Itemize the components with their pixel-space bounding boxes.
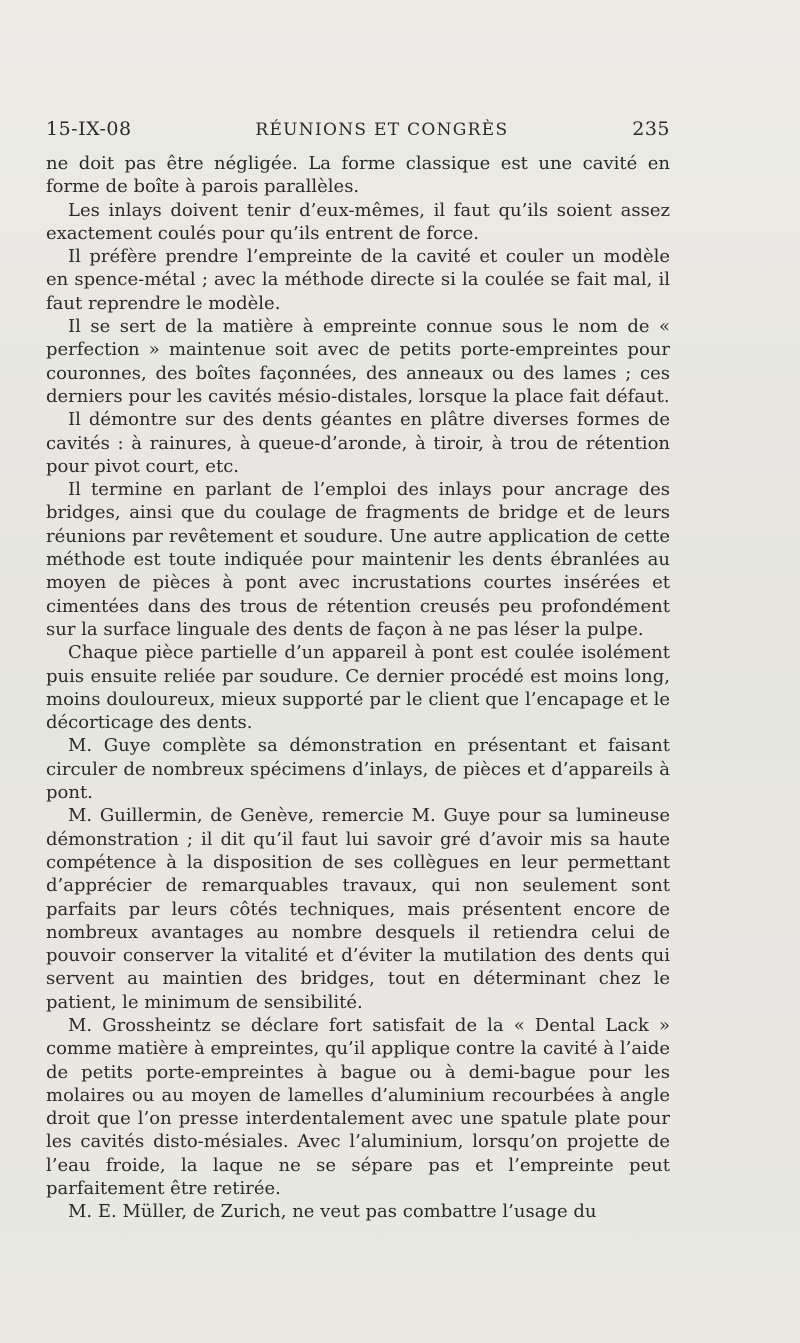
paragraph: ne doit pas être négligée. La forme classique est une cavité en forme de boîte à parois parallèles. <box>46 153 670 198</box>
header-date: 15-IX-08 <box>46 118 132 140</box>
paragraph: Il préfère prendre l’empreinte de la cavité et couler un modèle en spence-métal ; avec la méthode directe si la coulée se fait mal, il faut reprendre le modèle. <box>46 246 670 314</box>
paragraph: M. Guillermin, de Genève, remercie M. Guye pour sa lumineuse démonstration ; il dit qu’il faut lui savoir gré d’avoir mis sa haute compétence à la disposition de ses collègues en leur permettant d’apprécier de remarquables travaux, qui non seulement sont parfaits par leurs côtés techniques, mais présentent encore de nombreux avantages au nombre desquels il retiendra celui de pouvoir conserver la vitalité et d’éviter la mutilation des dents qui servent au maintien des bridges, tout en déterminant chez le patient, le minimum de sensibilité. <box>46 805 670 1013</box>
running-header <box>46 118 670 142</box>
paragraph: M. Grossheintz se déclare fort satisfait de la « Dental Lack » comme matière à empreintes, qu’il applique contre la cavité à l’aide de petits porte-empreintes à bague ou à demi-bague pour les molaires ou au moyen de lamelles d’aluminium recourbées à angle droit que l’on presse interdentalement avec une spatule plate pour les cavités disto-mésiales. Avec l’aluminium, lorsqu’on projette de l’eau froide, la laque ne se sépare pas et l’empreinte peut parfaitement être retirée. <box>46 1014 670 1200</box>
paragraph: Il termine en parlant de l’emploi des inlays pour ancrage des bridges, ainsi que du coulage de fragments de bridge et de leurs réunions par revêtement et soudure. Une autre application de cette méthode est toute indiquée pour maintenir les dents ébranlées au moyen de pièces à pont avec incrustations courtes insérées et cimentées dans des trous de rétention creusés peu profondément sur la surface linguale des dents de façon à ne pas léser la pulpe. <box>46 479 670 640</box>
header-title: RÉUNIONS ET CONGRÈS <box>255 120 509 140</box>
page-body <box>46 152 670 1224</box>
page-number: 235 <box>632 118 670 140</box>
paragraph: M. Guye complète sa démonstration en présentant et faisant circuler de nombreux spécimens d’inlays, de pièces et d’appareils à pont. <box>46 735 670 804</box>
paragraph: M. E. Müller, de Zurich, ne veut pas combattre l’usage du <box>68 1201 597 1223</box>
paragraph: Les inlays doivent tenir d’eux-mêmes, il faut qu’ils soient assez exactement coulés pour qu’ils entrent de force. <box>46 199 670 244</box>
paragraph: Il se sert de la matière à empreinte connue sous le nom de « perfection » maintenue soit avec de petits porte-empreintes pour couronnes, des boîtes façonnées, des anneaux ou des lames ; ces derniers pour les cavités mésio-distales, lorsque la place fait défaut. <box>46 316 670 407</box>
paragraph: Il démontre sur des dents géantes en plâtre diverses formes de cavités : à rainures, à queue-d’aronde, à tiroir, à trou de rétention pour pivot court, etc. <box>46 409 670 477</box>
paragraph: Chaque pièce partielle d’un appareil à pont est coulée isolément puis ensuite reliée par soudure. Ce dernier procédé est moins long, moins douloureux, mieux supporté par le client que l’encapage et le décorticage des dents. <box>46 642 670 734</box>
